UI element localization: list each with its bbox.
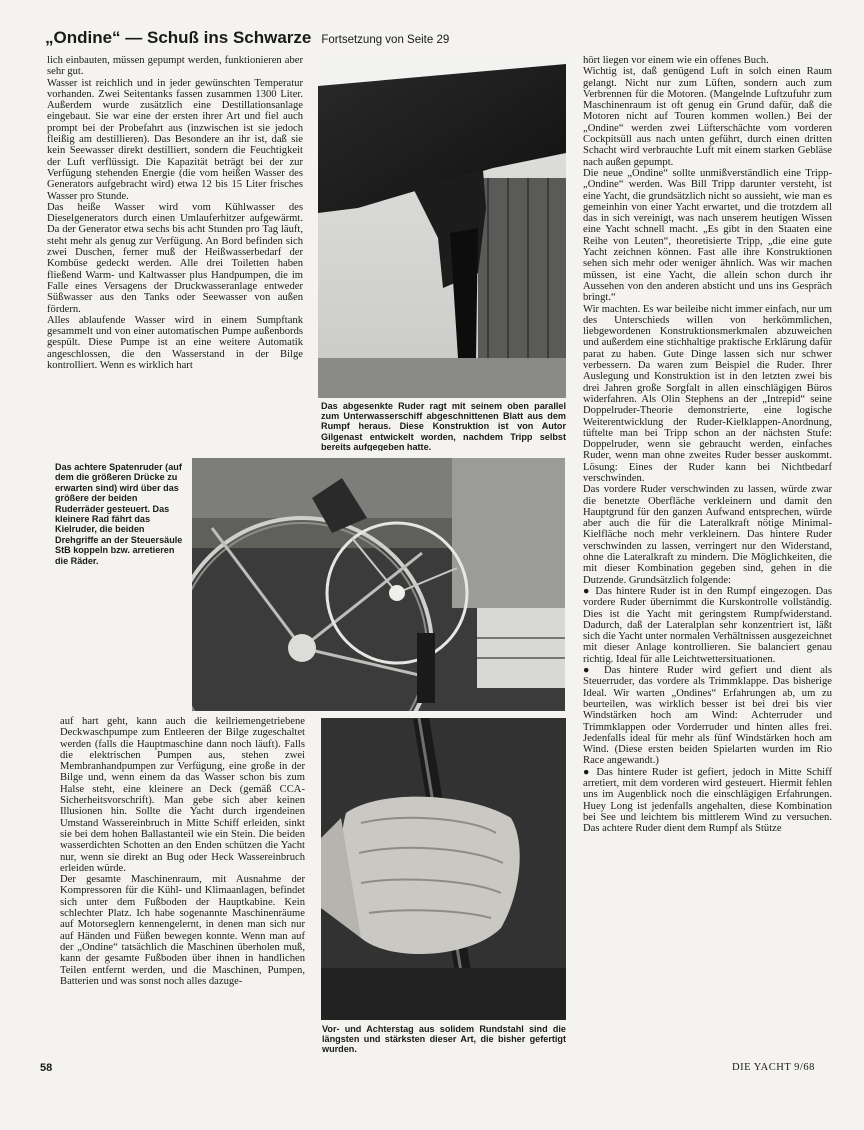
column-left-top [47,55,303,455]
paragraph: lich einbauten, müssen gepumpt werden, funktionieren aber sehr gut. [47,55,303,78]
paragraph: Wichtig ist, daß genügend Luft in solch einen Raum gelangt. Nicht nur zum Lüften, sondern auch zum Verbrennen für die Motoren. (Mangelnde Luftzufuhr zum Maschinenraum ist oft genug ein Grund dafür, daß die Motoren nicht auf Touren kommen wollen.) Bei der „Ondine“ werden zwei Lüfterschächte vom vorderen Cockpitsüll aus nach unten geführt, durch einen dritten Schacht wird verbrauchte Luft mit einem starken Gebläse nach außen gepumpt. [583,66,832,168]
caption-rudder: Das abgesenkte Ruder ragt mit seinem oben parallel zum Unterwasserschiff abgeschnittenen Blatt aus dem Rumpf heraus. Diese Konstruktion ist von Autor Gilgenast entwickelt worden, nachdem Tripp selbst bereits aufgegeben hatte. [321,401,566,451]
paragraph: hört liegen vor einem wie ein offenes Buch. [583,55,769,66]
paragraph: auf hart geht, kann auch die keilriemengetriebene Deckwaschpumpe zum Entleeren der Bilge zugeschaltet werden (falls die Hauptmaschine dann noch läuft). Falls die elektrischen Pumpen aus, stehen zwei Membranhandpumpen zur Verfügung, eine große in der Bilge und, wenn einem da das Wasser schon bis zum Halse steht, eine kleinere an Deck (gemäß CCA-Sicherheitsvorschrift). Man gebe sich aber keinen Illusionen hin. Sollte die Yacht durch irgendeinen Umstand Wassereinbruch in Mitte Schiff erleiden, sinkt sie bei dem hohen Ballastanteil wie ein Stein. Die beiden wasserdichten Schotten an den Enden schützen die Yacht nur, wenn sie direkt an Bug oder Heck Wassereinbruch erleiden würde. [60,716,305,874]
continuation-note: Fortsetzung von Seite 29 [321,34,450,46]
bullet-item: ● Das hintere Ruder wird gefiert und dient als Steuerruder, das vordere als Trimmklappe. Das bisherige Ideal. Wir warten „Ondines“ Erfahrungen ab, um zu beurteilen, was wirklich besser ist bei drei bis vier Windstärken hoch am Wind: Achterruder und Trimmklappen oder Vorderruder und hinten alles frei. Jedenfalls ideal für mehr als fünf Windstärken hoch am Wind. (Diese ersten beiden Spielarten wurden im Rio Race angewandt.) [583,665,832,767]
bullet-item: ● Das hintere Ruder ist in den Rumpf eingezogen. Das vordere Ruder übernimmt die Kurskontrolle vollständig. Dies ist die Yacht mit geringstem Rumpfwiderstand. Dadurch, daß der Lateralplan sehr konzentriert ist, läßt sich die Yacht unter normalen Verhältnissen ausgezeichnet mit dieser Anlage kontrollieren. Sie balanciert genau richtig. Ideal für alle Leichtwettersituationen. [583,586,832,665]
paragraph: Der gesamte Maschinenraum, mit Ausnahme der Kompressoren für die Kühl- und Klimaanlagen, befindet sich unter dem Fußboden der Hauptkabine. Kein schlechter Platz. Ich habe sogenannte Maschinenräume auf Motorseglern kennengelernt, in denen man sich nur auf Händen und Füßen bewegen konnte. Wenn man auf der „Ondine“ tatsächlich die Maschinen überholen muß, kann der gesamte Fußboden über ihnen in handlichen Teilen entfernt werden, und die Maschinen, Pumpen, Batterien und was sonst noch alles dazuge- [60,874,305,987]
caption-wheels: Das achtere Spatenruder (auf dem die größeren Drücke zu erwarten sind) wird über das größere der beiden Ruderräder gesteuert. Das kleinere Rad fährt das Kielruder, die beiden Drehgriffe an der Steuersäule StB koppeln bzw. arretieren die Räder. [55,462,183,566]
column-left-bottom [60,716,305,1058]
paragraph: Alles ablaufende Wasser wird in einem Sumpftank gesammelt und von einer automatischen Pumpe außenbords gespült. Diese Pumpe ist an eine weitere Automatik angeschlossen, die den Wasserstand in der Bilge kontrolliert. Wenn es wirklich hart [47,314,303,372]
bullet-item: ● Das hintere Ruder ist gefiert, jedoch in Mitte Schiff arretiert, mit dem vorderen wird gesteuert. Hiermit fehlen uns im Augenblick noch die einschlägigen Erfahrungen. Huey Long ist jedenfalls angehalten, diese Kombination bei See und leichtem bis mittlerem Wind zu versuchen. Das achtere Ruder dient dem Rumpf als Stütze [583,767,832,835]
page-number: 58 [40,1062,53,1074]
paragraph: Das vordere Ruder verschwinden zu lassen, würde zwar die benetzte Oberfläche verkleinern und damit den Hauptgrund für den ganzen Aufwand entsprechen, würde aber auch die für die Lateralkraft nötige Minimal-Kielfläche noch mehr verkleinern. Das hintere Ruder verschwinden zu lassen, verringert nur den Widerstand, ohne die Lateralkraft zu mindern. Die Möglichkeiten, die mit dieser Kombination gegeben sind, gehen in die Dutzende. Grundsätzlich folgende: [583,484,832,586]
photo-stay-hand [321,718,566,1020]
caption-stay: Vor- und Achterstag aus solidem Rundstahl sind die längsten und stärksten dieser Art, die bisher gefertigt wurden. [322,1024,566,1055]
paragraph: Wasser ist reichlich und in jeder gewünschten Temperatur vorhanden. Zwei Seitentanks fassen zusammen 1300 Liter. Außerdem wurde zusätzlich eine Destillationsanlage eingebaut. Sie war eine der ersten ihrer Art und fiel auch prompt bei der Probefahrt aus (inzwischen ist sie jedoch fleißig am destillieren). Das Besondere an ihr ist, daß sie kein Seewasser direkt destilliert, sondern die Feuchtigkeit der Luft verflüssigt. Die Kapazität beträgt bei der zur Verfügung stehenden Energie (die vom heißen Wasser des Generators aufgebracht wird) etwa 12 bis 15 Liter frisches Wasser pro Stunde. [47,77,303,202]
column-right [583,55,832,1060]
paragraph: Die neue „Ondine“ sollte unmißverständlich eine Tripp-„Ondine“ werden. Was Bill Tripp darunter versteht, ist eine Yacht, die grundsätzlich nicht so aussieht, wie man es gemeinhin von einer Yacht erwartet, und die trotzdem all das in sich vereinigt, was nach unserem heutigen Wissen eine Yacht schnell macht. „Es gibt in den Staaten eine Reihe von Leuten“, theoretisierte Tripp, „die eine gute Yacht zeichnen können. Fast alle ihre Konstruktionen sehen sich mehr oder weniger ähnlich. Was wir machen müssen, ist eine Yacht, die allein schon durch ihr Aussehen von den anderen absticht und uns ins Gespräch bringt.“ [583,167,832,304]
page-header [45,28,835,52]
photo-rudder [318,58,566,398]
article-title: „Ondine“ — Schuß ins Schwarze [45,28,312,47]
magazine-issue: DIE YACHT 9/68 [732,1062,815,1073]
paragraph: Das heiße Wasser wird vom Kühlwasser des Dieselgenerators durch einen Umlauferhitzer aufgewärmt. Da der Generator etwa sechs bis acht Stunden pro Tag läuft, steht mehr als genug zur Verfügung. An Bord befinden sich zwei Duschen, ferner muß der Heißwasserbedarf der Kombüse gedeckt werden. Alle drei Toiletten haben fließend Warm- und Kaltwasser plus Handpumpen, die im Falle eines Versagens der Druckwasseranlage entweder Süßwasser aus den Tanks oder Seewasser von außen fördern. [47,201,303,315]
photo-steering-wheels [192,458,565,711]
paragraph: Wir machten. Es war beileibe nicht immer einfach, nur um des Unterschieds willen von herkömmlichen, liebgewordenen Konstruktionsmerkmalen abzuweichen und außerdem eine stichhaltige praktische Erklärung dafür parat zu haben. Gute Dinge lassen sich nur schwer verbessern. Da waren zum Beispiel die Ruder. Ihrer Auslegung und Konstruktion ist in den letzten zwei bis drei Jahren große Sorgfalt in allen einschlägigen Büros widerfahren. Als Olin Stephens an der „Intrepid“ seine Doppelruder-Theorie demonstrierte, eine logische Weiterentwicklung der Ruder-Kielklappen-Anordnung, tüftelte man bei Tripp schon an der nächsten Stufe: Doppelruder, wenn sie gebraucht werden, einfaches Ruder, wenn man ohne zweites Ruder besser auskommt. Lösung: Eines der Ruder kann bei Nichtbedarf verschwinden. [583,303,832,484]
